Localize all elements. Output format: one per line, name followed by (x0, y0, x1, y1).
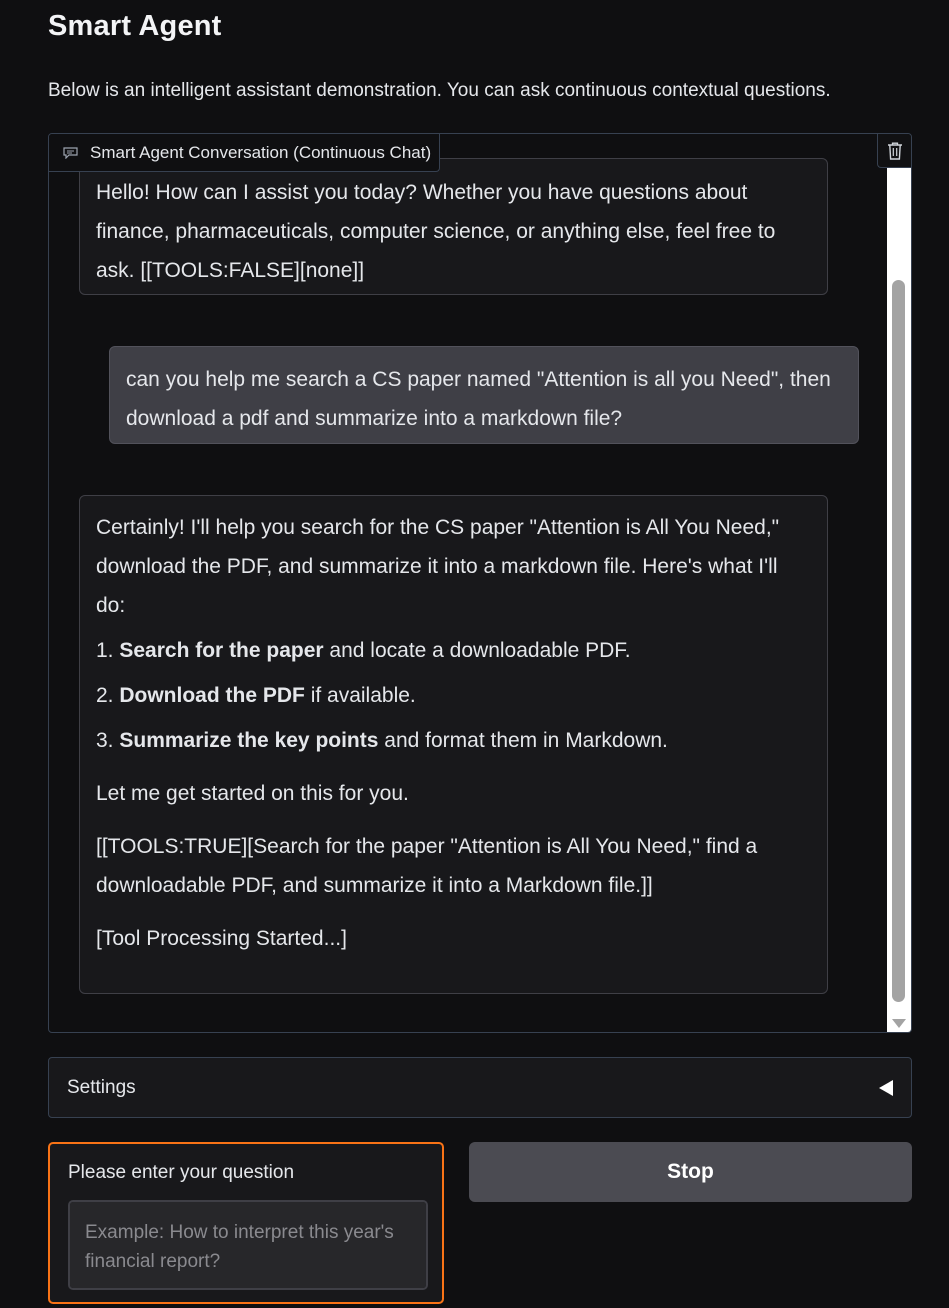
message-tools: [[TOOLS:TRUE][Search for the paper "Attention is All You Need," find a downloadable PDF, and summarize it into a Markdown file.]] (96, 835, 758, 897)
list-item: 3. Summarize the key points and format them in Markdown. (96, 729, 668, 752)
chat-scrollbar[interactable] (887, 168, 911, 1032)
message-text: can you help me search a CS paper named "Attention is all you Need", then download a pdf and summarize into a markdown file? (126, 368, 831, 430)
message-status: [Tool Processing Started...] (96, 927, 347, 950)
page-description: Below is an intelligent assistant demonstration. You can ask continuous contextual questions. (48, 80, 831, 101)
page-title: Smart Agent (48, 10, 222, 42)
list-item: 1. Search for the paper and locate a downloadable PDF. (96, 639, 631, 662)
chat-label-text: Smart Agent Conversation (Continuous Chat) (90, 142, 432, 162)
question-box (48, 1142, 444, 1304)
settings-label: Settings (67, 1076, 136, 1098)
bot-message (79, 158, 828, 295)
message-intro: Certainly! I'll help you search for the CS paper "Attention is All You Need," download the PDF, and summarize it into a markdown file. Here's what I'll do: (96, 516, 780, 617)
message-followup: Let me get started on this for you. (96, 782, 409, 805)
scrollbar-thumb[interactable] (892, 280, 905, 1002)
trash-icon (887, 142, 903, 160)
chat-bubble-icon (63, 147, 78, 159)
chat-panel (48, 133, 912, 1033)
chat-message-list[interactable] (49, 134, 887, 1032)
question-label: Please enter your question (68, 1162, 295, 1183)
chat-label (49, 134, 440, 172)
clear-chat-button[interactable] (877, 134, 911, 168)
scroll-down-icon[interactable] (892, 1019, 906, 1028)
settings-accordion[interactable] (48, 1057, 912, 1118)
message-text: Hello! How can I assist you today? Whether you have questions about finance, pharmaceuticals, computer science, or anything else, feel free to ask. [[TOOLS:FALSE][none]] (96, 181, 776, 282)
question-input[interactable] (68, 1200, 428, 1290)
bot-message (79, 495, 828, 994)
triangle-left-icon (879, 1080, 893, 1096)
list-item: 2. Download the PDF if available. (96, 684, 416, 707)
user-message (109, 346, 859, 444)
stop-button[interactable]: Stop (469, 1142, 912, 1202)
